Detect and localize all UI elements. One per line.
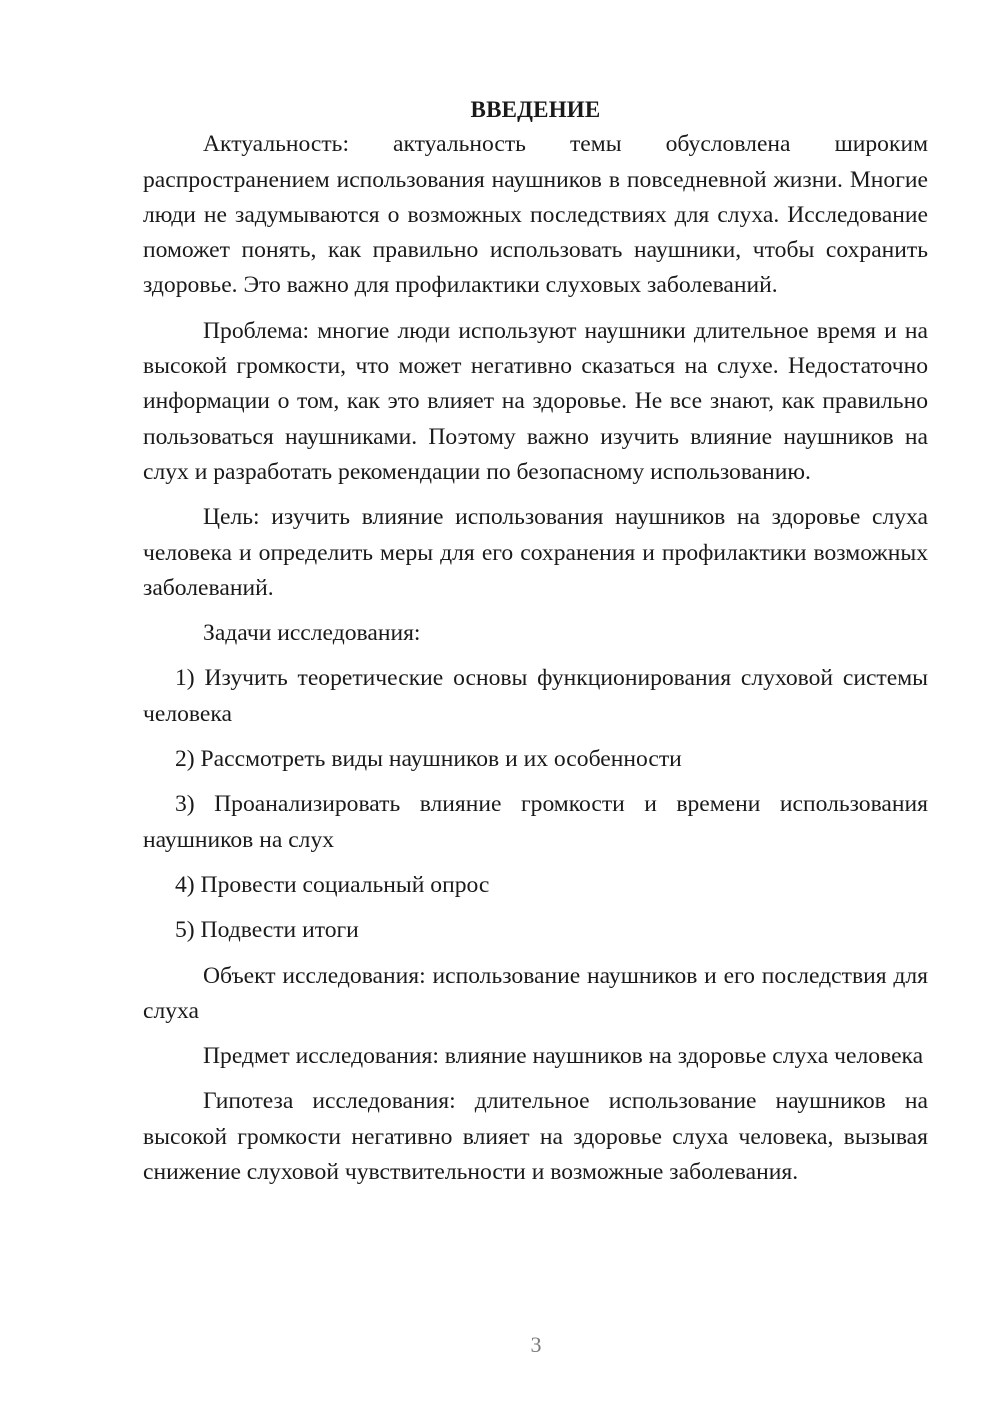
- section-heading: ВВЕДЕНИЕ: [470, 97, 601, 122]
- hypothesis-paragraph: Гипотеза исследования: длительное использование наушников на высокой громкости негативно влияет на здоровье слуха человека, вызывая снижение слуховой чувствительности и возможные заболевания.: [143, 1088, 928, 1186]
- task-item-4: 4) Провести социальный опрос: [175, 871, 490, 898]
- page-content: [143, 92, 928, 1200]
- page-number: 3: [530, 1332, 542, 1357]
- subject-paragraph: Предмет исследования: влияние наушников на здоровье слуха человека: [203, 1043, 924, 1070]
- problem-paragraph: Проблема: многие люди используют наушники длительное время и на высокой громкости, что может негативно сказаться на слухе. Недостаточно информации о том, как это влияет на здоровье. Не все знают, как правильно пользоваться наушниками. Поэтому важно изучить влияние наушников на слух и разработать рекомендации по безопасному использованию.: [143, 317, 928, 485]
- goal-paragraph: Цель: изучить влияние использования наушников на здоровье слуха человека и определить меры для его сохранения и профилактики возможных заболеваний.: [143, 504, 928, 601]
- task-item-5: 5) Подвести итоги: [175, 917, 359, 944]
- task-item-2: 2) Рассмотреть виды наушников и их особенности: [175, 746, 682, 773]
- relevance-paragraph: Актуальность: актуальность темы обусловлена широким распространением использования наушников в повседневной жизни. Многие люди не задумываются о возможных последствиях для слуха. Исследование поможет понять, как правильно использовать наушники, чтобы сохранить здоровье. Это важно для профилактики слуховых заболеваний.: [143, 131, 928, 299]
- object-paragraph: Объект исследования: использование наушников и его последствия для слуха: [143, 962, 928, 1024]
- tasks-label: Задачи исследования:: [203, 620, 421, 647]
- task-item-3: 3) Проанализировать влияние громкости и времени использования наушников на слух: [143, 791, 928, 853]
- task-item-1: 1) Изучить теоретические основы функционирования слуховой системы человека: [143, 665, 928, 727]
